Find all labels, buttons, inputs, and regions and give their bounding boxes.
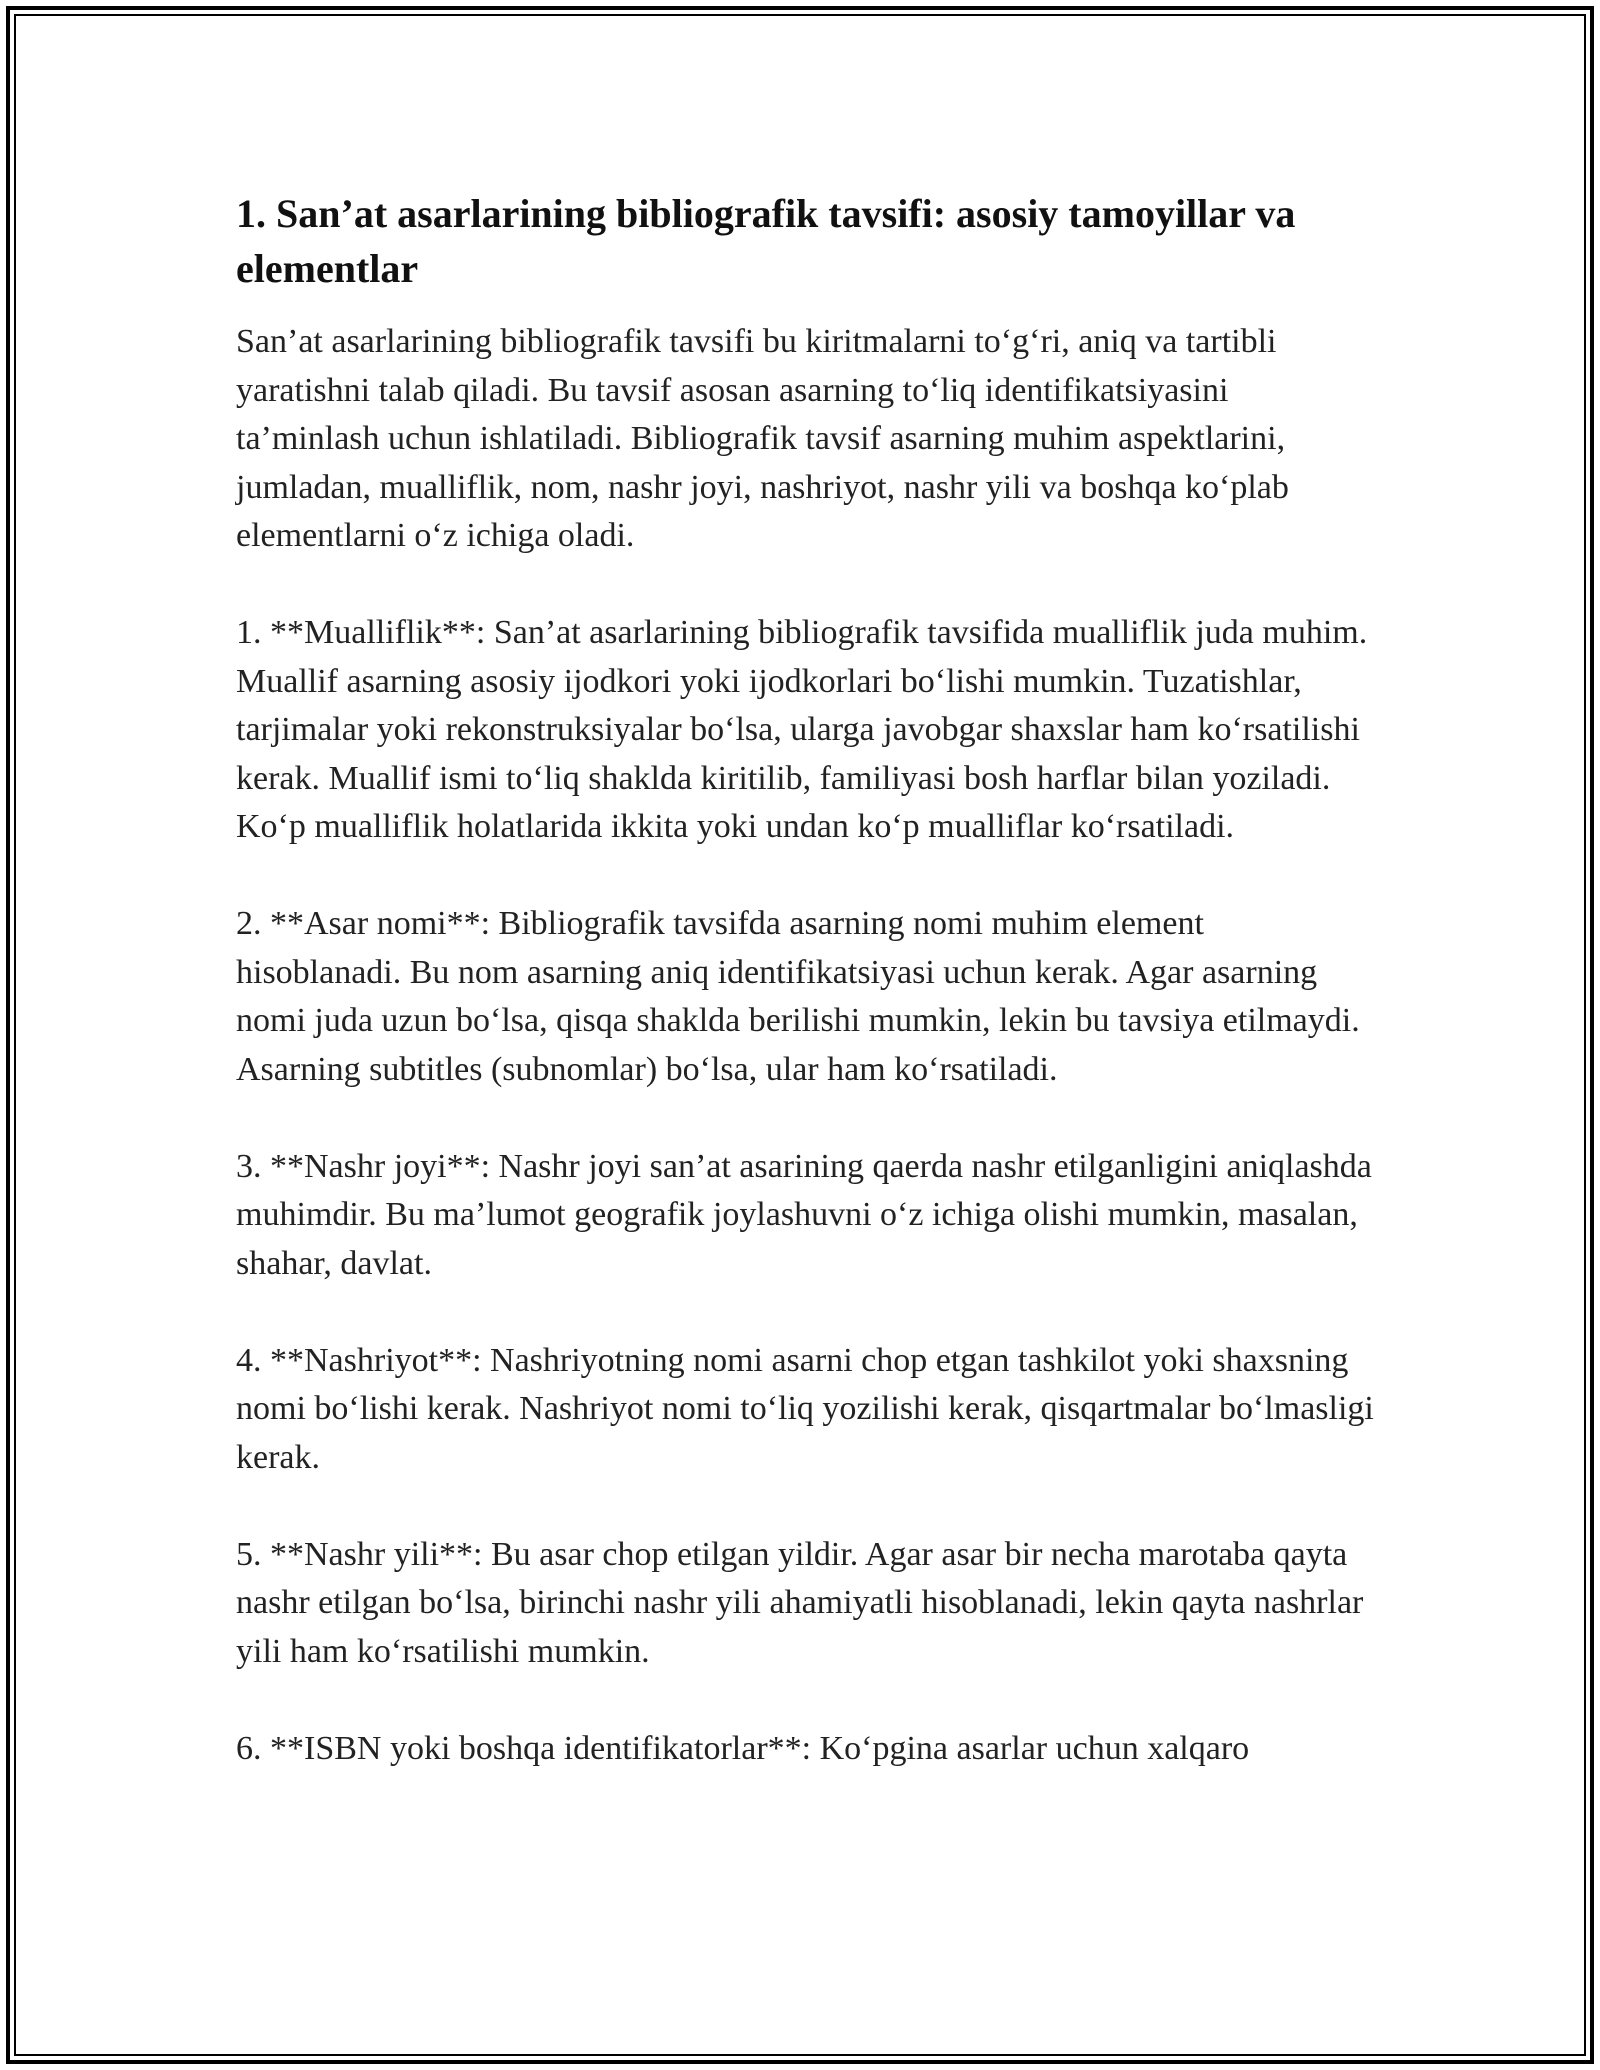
paragraph-mualliflik: 1. **Mualliflik**: San’at asarlarining bibliografik tavsifida mualliflik juda muhim. Muallif asarning asosiy ijodkori yoki ijodkorlari bo‘lishi mumkin. Tuzatishlar, tarjimalar yoki rekonstruksiyalar bo‘lsa, ularga javobgar shaxslar ham ko‘rsatilishi kerak. Muallif ismi to‘liq shaklda kiritilib, familiyasi bosh harflar bilan yoziladi. Ko‘p mualliflik holatlarida ikkita yoki undan ko‘p mualliflar ko‘rsatiladi.	[236, 614, 1368, 845]
document-body	[236, 186, 1376, 1822]
paragraph-nashr-yili: 5. **Nashr yili**: Bu asar chop etilgan yildir. Agar asar bir necha marotaba qayta nashr etilgan bo‘lsa, birinchi nashr yili ahamiyatli hisoblanadi, lekin qayta nashrlar yili ham ko‘rsatilishi mumkin.	[236, 1535, 1364, 1670]
paragraph-asar-nomi: 2. **Asar nomi**: Bibliografik tavsifda asarning nomi muhim element hisoblanadi. Bu nom asarning aniq identifikatsiyasi uchun kerak. Agar asarning nomi juda uzun bo‘lsa, qisqa shaklda berilishi mumkin, lekin bu tavsiya etilmaydi. Asarning subtitles (subnomlar) bo‘lsa, ular ham ko‘rsatiladi.	[236, 905, 1360, 1088]
paragraph-nashriyot: 4. **Nashriyot**: Nashriyotning nomi asarni chop etgan tashkilot yoki shaxsning nomi bo‘lishi kerak. Nashriyot nomi to‘liq yozilishi kerak, qisqartmalar bo‘lmasligi kerak.	[236, 1341, 1374, 1476]
section-heading: 1. San’at asarlarining bibliografik tavsifi: asosiy tamoyillar va elementlar	[236, 191, 1296, 291]
paragraph-isbn: 6. **ISBN yoki boshqa identifikatorlar**: Ko‘pgina asarlar uchun xalqaro	[236, 1729, 1250, 1767]
paragraph-nashr-joyi: 3. **Nashr joyi**: Nashr joyi san’at asarining qaerda nashr etilganligini aniqlashda muhimdir. Bu ma’lumot geografik joylashuvni o‘z ichiga olishi mumkin, masalan, shahar, davlat.	[236, 1147, 1372, 1282]
intro-paragraph: San’at asarlarining bibliografik tavsifi bu kiritmalarni to‘g‘ri, aniq va tartibli yaratishni talab qiladi. Bu tavsif asosan asarning to‘liq identifikatsiyasini ta’minlash uchun ishlatiladi. Bibliografik tavsif asarning muhim aspektlarini, jumladan, mualliflik, nom, nashr joyi, nashriyot, nashr yili va boshqa ko‘plab elementlarni o‘z ichiga oladi.	[236, 323, 1289, 554]
